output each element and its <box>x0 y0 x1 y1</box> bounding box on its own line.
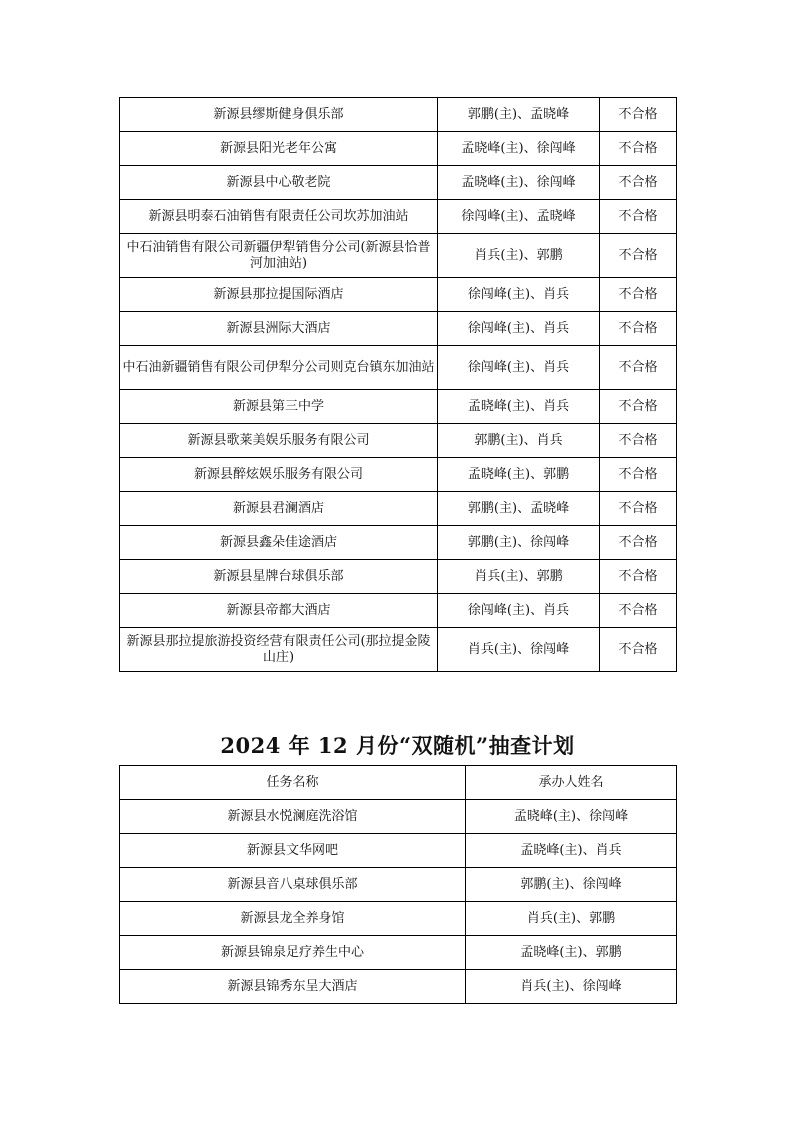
table-row <box>120 492 677 526</box>
task-name-cell: 新源县水悦澜庭洗浴馆 <box>120 800 466 834</box>
handler-cell: 郭鹏(主)、徐闯峰 <box>438 526 600 560</box>
task-name-cell: 新源县文华网吧 <box>120 834 466 868</box>
table-row <box>120 278 677 312</box>
table-row <box>120 390 677 424</box>
result-cell: 不合格 <box>600 560 677 594</box>
result-cell: 不合格 <box>600 594 677 628</box>
table-row <box>120 936 677 970</box>
handler-cell: 徐闯峰(主)、肖兵 <box>438 312 600 346</box>
table-row <box>120 628 677 672</box>
result-cell: 不合格 <box>600 346 677 390</box>
table-header-row <box>120 766 677 800</box>
table-row <box>120 346 677 390</box>
table-row <box>120 458 677 492</box>
table-row <box>120 594 677 628</box>
inspection-plan-table <box>119 765 677 1004</box>
result-cell: 不合格 <box>600 132 677 166</box>
table-row <box>120 834 677 868</box>
handler-cell: 肖兵(主)、郭鹏 <box>438 234 600 278</box>
handler-cell: 徐闯峰(主)、肖兵 <box>438 278 600 312</box>
task-name-cell: 新源县明泰石油销售有限责任公司坎苏加油站 <box>120 200 438 234</box>
table-row <box>120 970 677 1004</box>
handler-cell: 孟晓峰(主)、肖兵 <box>438 390 600 424</box>
task-name-cell: 新源县阳光老年公寓 <box>120 132 438 166</box>
result-cell: 不合格 <box>600 98 677 132</box>
task-name-cell: 新源县那拉提国际酒店 <box>120 278 438 312</box>
table-row <box>120 200 677 234</box>
table-row <box>120 526 677 560</box>
result-cell: 不合格 <box>600 390 677 424</box>
result-cell: 不合格 <box>600 312 677 346</box>
table-row <box>120 868 677 902</box>
task-name-cell: 新源县锦泉足疗养生中心 <box>120 936 466 970</box>
handler-cell: 徐闯峰(主)、肖兵 <box>438 346 600 390</box>
handler-cell: 肖兵(主)、徐闯峰 <box>466 970 677 1004</box>
task-name-cell: 新源县歌莱美娱乐服务有限公司 <box>120 424 438 458</box>
result-cell: 不合格 <box>600 492 677 526</box>
task-name-cell: 中石油销售有限公司新疆伊犁销售分公司(新源县恰普河加油站) <box>120 234 438 278</box>
result-cell: 不合格 <box>600 234 677 278</box>
task-name-cell: 新源县中心敬老院 <box>120 166 438 200</box>
handler-cell: 郭鹏(主)、徐闯峰 <box>466 868 677 902</box>
result-cell: 不合格 <box>600 526 677 560</box>
handler-cell: 郭鹏(主)、孟晓峰 <box>438 492 600 526</box>
task-name-cell: 新源县醉炫娱乐服务有限公司 <box>120 458 438 492</box>
task-name-cell: 新源县锦秀东呈大酒店 <box>120 970 466 1004</box>
handler-cell: 郭鹏(主)、肖兵 <box>438 424 600 458</box>
result-cell: 不合格 <box>600 628 677 672</box>
task-name-cell: 新源县帝都大酒店 <box>120 594 438 628</box>
table-row <box>120 312 677 346</box>
inspection-results-table <box>119 97 677 672</box>
handler-cell: 孟晓峰(主)、郭鹏 <box>466 936 677 970</box>
table-row <box>120 424 677 458</box>
task-name-cell: 中石油新疆销售有限公司伊犁分公司则克台镇东加油站 <box>120 346 438 390</box>
table-row <box>120 800 677 834</box>
result-cell: 不合格 <box>600 278 677 312</box>
table-row <box>120 166 677 200</box>
table-row <box>120 132 677 166</box>
handler-cell: 肖兵(主)、郭鹏 <box>438 560 600 594</box>
result-cell: 不合格 <box>600 166 677 200</box>
result-cell: 不合格 <box>600 200 677 234</box>
handler-cell: 孟晓峰(主)、肖兵 <box>466 834 677 868</box>
handler-cell: 孟晓峰(主)、徐闯峰 <box>438 132 600 166</box>
result-cell: 不合格 <box>600 458 677 492</box>
handler-cell: 徐闯峰(主)、肖兵 <box>438 594 600 628</box>
handler-cell: 孟晓峰(主)、郭鹏 <box>438 458 600 492</box>
task-name-cell: 新源县君澜酒店 <box>120 492 438 526</box>
handler-cell: 郭鹏(主)、孟晓峰 <box>438 98 600 132</box>
handler-cell: 徐闯峰(主)、孟晓峰 <box>438 200 600 234</box>
handler-cell: 孟晓峰(主)、徐闯峰 <box>466 800 677 834</box>
column-header-task: 任务名称 <box>120 766 466 800</box>
task-name-cell: 新源县星牌台球俱乐部 <box>120 560 438 594</box>
result-cell: 不合格 <box>600 424 677 458</box>
section-title: 2024 年 12 月份“双随机”抽查计划 <box>220 733 575 758</box>
table-row <box>120 902 677 936</box>
task-name-cell: 新源县鑫朵佳途酒店 <box>120 526 438 560</box>
handler-cell: 孟晓峰(主)、徐闯峰 <box>438 166 600 200</box>
task-name-cell: 新源县龙全养身馆 <box>120 902 466 936</box>
task-name-cell: 新源县缪斯健身俱乐部 <box>120 98 438 132</box>
task-name-cell: 新源县洲际大酒店 <box>120 312 438 346</box>
task-name-cell: 新源县第三中学 <box>120 390 438 424</box>
task-name-cell: 新源县那拉提旅游投资经营有限责任公司(那拉提金陵山庄) <box>120 628 438 672</box>
handler-cell: 肖兵(主)、郭鹏 <box>466 902 677 936</box>
table-row <box>120 560 677 594</box>
task-name-cell: 新源县音八桌球俱乐部 <box>120 868 466 902</box>
column-header-handler: 承办人姓名 <box>466 766 677 800</box>
table-row <box>120 98 677 132</box>
table-row <box>120 234 677 278</box>
handler-cell: 肖兵(主)、徐闯峰 <box>438 628 600 672</box>
